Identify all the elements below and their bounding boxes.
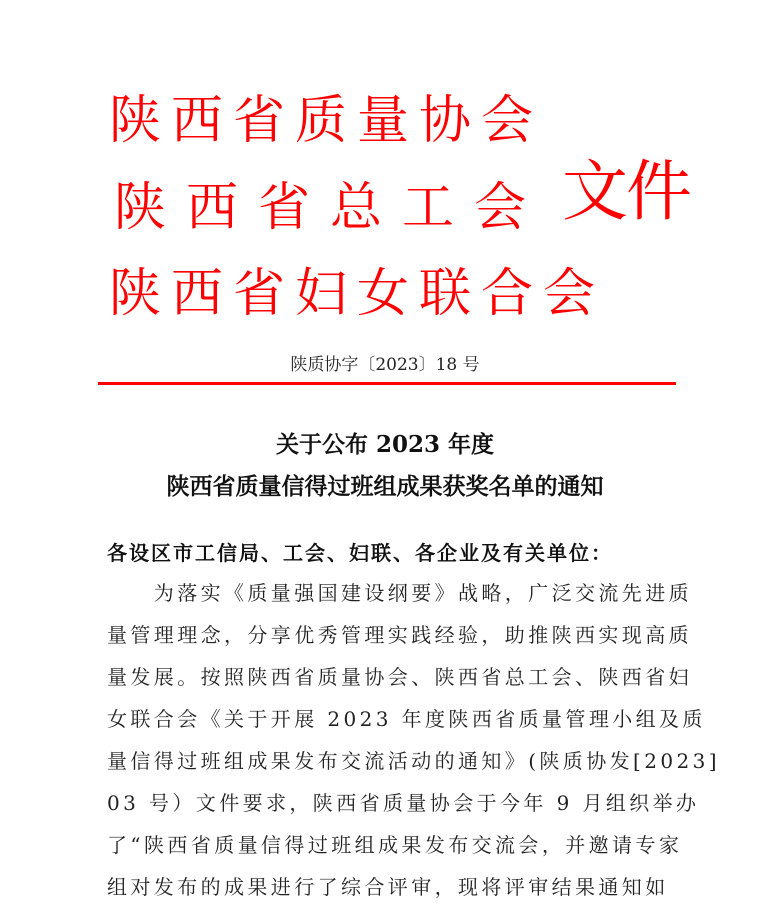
issuer-char: 联 bbox=[418, 264, 471, 324]
issuer-char: 量 bbox=[356, 91, 409, 151]
body-line: 量管理理念，分享优秀管理实践经验，助推陕西实现高质 bbox=[107, 623, 692, 647]
body-line: 03 号）文件要求，陕西省质量协会于今年 9 月组织举办 bbox=[107, 791, 700, 815]
body-line: 女联合会《关于开展 2023 年度陕西省质量管理小组及质 bbox=[107, 707, 706, 731]
issuer-char: 合 bbox=[480, 264, 533, 324]
document-title-line2: 陕西省质量信得过班组成果获奖名单的通知 bbox=[166, 473, 604, 500]
issuer-char: 总 bbox=[329, 178, 382, 238]
issuer-womens-federation bbox=[104, 266, 600, 322]
issuer-char: 质 bbox=[294, 91, 347, 151]
issuer-char: 会 bbox=[480, 91, 533, 151]
body-line: 了“陕西省质量信得过班组成果发布交流会，并邀请专家 bbox=[107, 833, 683, 857]
issuer-char: 女 bbox=[356, 264, 409, 324]
issuer-char: 工 bbox=[401, 178, 454, 238]
body-line: 量信得过班组成果发布交流活动的通知》(陕质协发[2023] bbox=[107, 749, 720, 773]
issuer-char: 西 bbox=[170, 91, 223, 151]
issuer-char: 妇 bbox=[294, 264, 347, 324]
issuer-federation-of-trade-unions bbox=[104, 180, 536, 236]
salutation: 各设区市工信局、工会、妇联、各企业及有关单位： bbox=[107, 541, 613, 565]
issuer-char: 协 bbox=[418, 91, 471, 151]
issuer-char: 省 bbox=[257, 178, 310, 238]
body-line: 量发展。按照陕西省质量协会、陕西省总工会、陕西省妇 bbox=[107, 665, 692, 689]
issuer-quality-association bbox=[104, 93, 538, 149]
body-line: 组对发布的成果进行了综合评审，现将评审结果通知如 bbox=[107, 875, 669, 899]
issuer-char: 会 bbox=[473, 178, 526, 238]
body-line: 为落实《质量强国建设纲要》战略，广泛交流先进质 bbox=[107, 581, 692, 605]
issuer-char: 陕 bbox=[108, 264, 161, 324]
issuer-char: 省 bbox=[232, 91, 285, 151]
issuer-char: 陕 bbox=[108, 91, 161, 151]
issuer-char: 陕 bbox=[113, 178, 166, 238]
issuer-char: 会 bbox=[542, 264, 595, 324]
issuer-char: 西 bbox=[170, 264, 223, 324]
issuer-char: 西 bbox=[185, 178, 238, 238]
document-title-line1: 关于公布 2023 年度 bbox=[275, 431, 495, 458]
document-number: 陕质协字〔2023〕18 号 bbox=[290, 355, 480, 375]
document-label: 文件 bbox=[562, 153, 690, 230]
issuer-char: 省 bbox=[232, 264, 285, 324]
red-divider bbox=[98, 382, 676, 385]
